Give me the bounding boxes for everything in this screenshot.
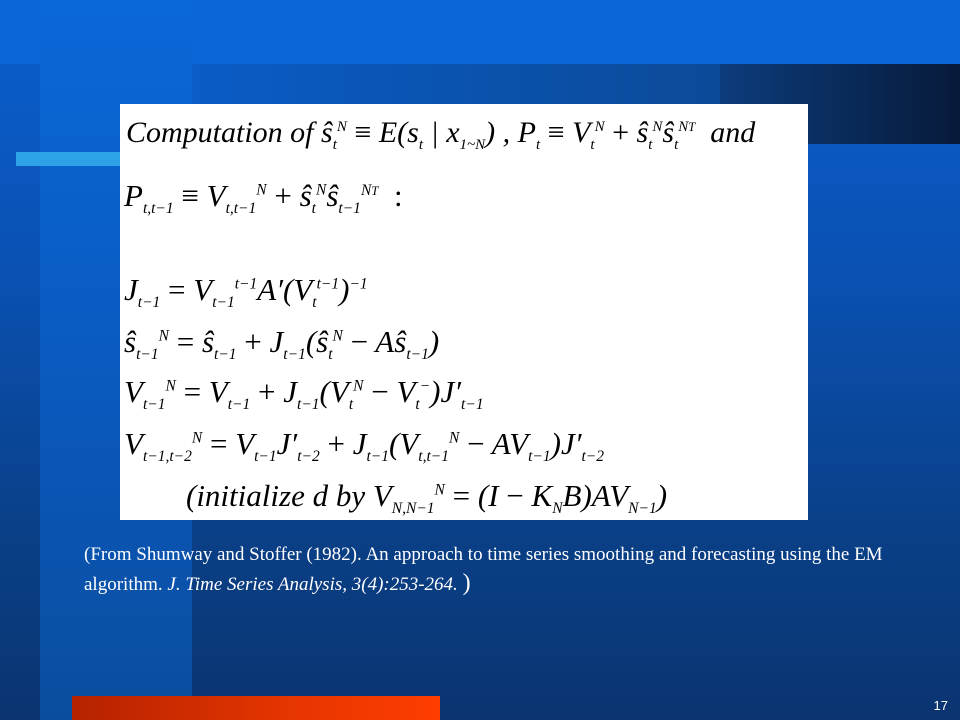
page-number: 17 bbox=[933, 698, 948, 713]
equation-line-6: $V_{t-1,t-2}^N = V_{t-1}J'_{t-2} + J_{t-1}(V_{t,t-1}^N - AV_{t-1})J'_{t-2}$ bbox=[124, 426, 605, 466]
equation-line-7: (initialize d by $V_{N,N-1}^N = (I - K_NB)AV_{N-1}$) bbox=[186, 478, 668, 518]
equation-line-4: $ŝ_{t-1}^N$ = $ŝ_{t-1}$ + $J_{t-1}(ŝ_t^N$ − $Aŝ_{t-1}$) bbox=[124, 324, 440, 364]
citation-journal: J. Time Series Analysis, 3(4):253-264. bbox=[167, 574, 458, 595]
equation-line-2: $P_{t,t-1} \equiv V_{t,t-1}^N$ + $ŝ_t^Nŝ_{t-1}^{NT}$ : bbox=[124, 178, 403, 218]
equation-panel bbox=[120, 104, 808, 520]
equation-line-1: Computation of $ŝ_t^N \equiv E(s_t$ | $x_{1\sim N}$) , $P_t \equiv V_t^N$ + $ŝ_t^Nŝ_t^{NT}$ and bbox=[126, 116, 756, 153]
decorative-red-bar bbox=[72, 696, 440, 720]
citation-plain: (From Shumway and Stoffer (1982). An approach to time series smoothing and forecasting using the EM algorithm. bbox=[84, 544, 883, 595]
decorative-cyan-bar bbox=[16, 152, 120, 166]
equation-line-5: $V_{t-1}^N = V_{t-1} + J_{t-1}(V_t^N - V_t^-)J'_{t-1}$ bbox=[124, 374, 484, 414]
citation-text bbox=[84, 540, 884, 599]
citation-close: ) bbox=[462, 570, 471, 596]
equation-line-3: $J_{t-1} = V_{t-1}^{t-1}A'(V_t^{t-1})^{-1}$ bbox=[124, 272, 368, 312]
